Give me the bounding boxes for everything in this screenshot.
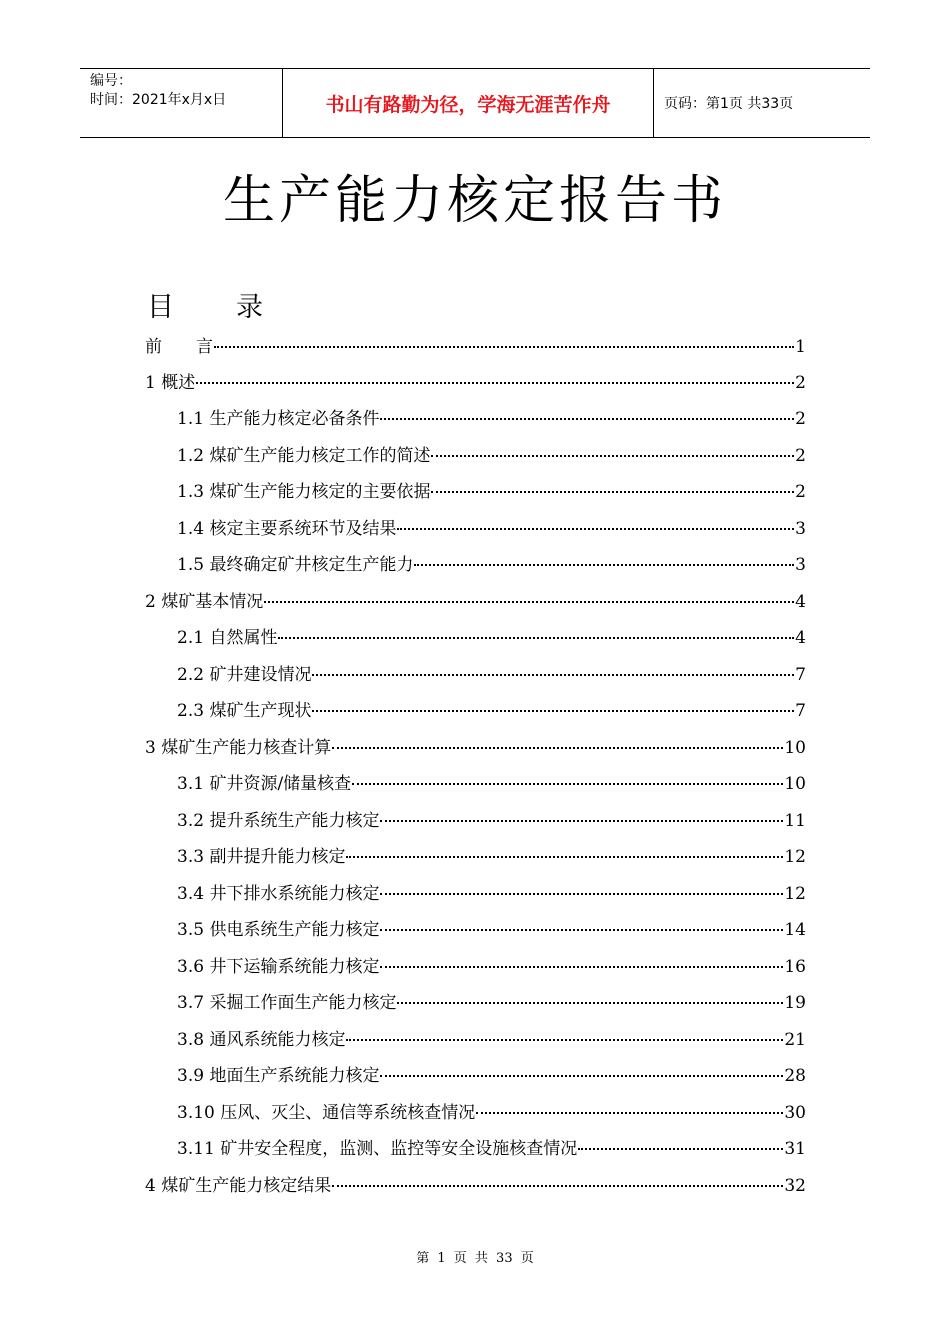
toc-entry-page: 4 (795, 628, 806, 648)
toc-leader-dots (346, 856, 783, 858)
toc-entry-3-5[interactable] (177, 915, 806, 945)
toc-entry-label: 1.4 核定主要系统环节及结果 (177, 519, 397, 539)
toc-entry-page: 12 (784, 884, 806, 904)
toc-leader-dots (380, 820, 783, 822)
toc-entry-label: 4 煤矿生产能力核定结果 (145, 1176, 332, 1196)
toc-leader-dots (196, 382, 794, 384)
toc-leader-dots (397, 1002, 783, 1004)
toc-entry-3-9[interactable] (177, 1061, 806, 1091)
toc-entry-label: 3.5 供电系统生产能力核定 (177, 920, 380, 940)
toc-entry-page: 2 (795, 482, 806, 502)
toc-leader-dots (264, 601, 794, 603)
toc-entry-2[interactable] (145, 587, 806, 617)
toc-entry-label: 前 言 (145, 337, 213, 357)
toc-leader-dots (380, 929, 783, 931)
toc-heading-right: 录 (236, 292, 263, 323)
toc-leader-dots (312, 710, 794, 712)
toc-entry-page: 30 (784, 1103, 806, 1123)
toc-entry-2-3[interactable] (177, 696, 806, 726)
toc-entry-label: 2.2 矿井建设情况 (177, 665, 312, 685)
toc-entry-3-1[interactable] (177, 769, 806, 799)
toc-entry-page: 1 (795, 337, 806, 357)
toc-leader-dots (476, 1112, 783, 1114)
toc-entry-3-11[interactable] (177, 1134, 806, 1164)
toc-entry-3-3[interactable] (177, 842, 806, 872)
toc-heading (147, 290, 263, 326)
toc-entry-page: 16 (784, 957, 806, 977)
toc-entry-page: 32 (784, 1176, 806, 1196)
toc-entry-page: 4 (795, 592, 806, 612)
header-motto: 书山有路勤为径，学海无涯苦作舟 (282, 69, 654, 137)
toc-entry-label: 3.6 井下运输系统能力核定 (177, 957, 380, 977)
toc-entry-label: 1.5 最终确定矿井核定生产能力 (177, 555, 414, 575)
toc-entry-page: 7 (795, 665, 806, 685)
header-meta (80, 69, 282, 137)
toc-entry-1[interactable] (145, 368, 806, 398)
toc-leader-dots (214, 346, 794, 348)
toc-entry-1-3[interactable] (177, 477, 806, 507)
toc-entry-label: 1 概述 (145, 373, 196, 393)
toc-entry-page: 21 (784, 1030, 806, 1050)
toc-entry-page: 10 (784, 738, 806, 758)
toc-leader-dots (578, 1148, 783, 1150)
page-footer: 第 1 页 共 33 页 (416, 1251, 534, 1266)
document-code-label: 编号： (90, 73, 132, 89)
toc-leader-dots (397, 528, 794, 530)
toc-leader-dots (431, 455, 794, 457)
toc-entry-label: 2.3 煤矿生产现状 (177, 701, 312, 721)
toc-entry-3-2[interactable] (177, 806, 806, 836)
toc-entry-page: 11 (784, 811, 806, 831)
toc-entry-2-2[interactable] (177, 660, 806, 690)
header-page-info: 页码：第1页 共33页 (664, 96, 794, 112)
toc-entry-label: 3.2 提升系统生产能力核定 (177, 811, 380, 831)
toc-entry-1-1[interactable] (177, 404, 806, 434)
toc-leader-dots (380, 418, 794, 420)
toc-entry-1-5[interactable] (177, 550, 806, 580)
toc-entry-4[interactable] (145, 1171, 806, 1201)
page-header (80, 68, 870, 138)
toc-entry-label: 3.8 通风系统能力核定 (177, 1030, 346, 1050)
toc-leader-dots (414, 564, 794, 566)
toc-entry-3-10[interactable] (177, 1098, 806, 1128)
toc-entry-label: 2.1 自然属性 (177, 628, 278, 648)
toc-entry-label: 2 煤矿基本情况 (145, 592, 264, 612)
toc-entry-label: 1.3 煤矿生产能力核定的主要依据 (177, 482, 431, 502)
toc-heading-left: 目 (147, 292, 174, 323)
toc-entry-label: 3.1 矿井资源/储量核查 (177, 774, 352, 794)
toc-leader-dots (352, 783, 783, 785)
toc-entry-page: 19 (784, 993, 806, 1013)
toc-entry-label: 3.10 压风、灭尘、通信等系统核查情况 (177, 1103, 476, 1123)
document-title: 生产能力核定报告书 (222, 171, 727, 231)
toc-entry-page: 2 (795, 373, 806, 393)
toc-entry-1-4[interactable] (177, 514, 806, 544)
toc-entry-page: 10 (784, 774, 806, 794)
toc-entry-3-4[interactable] (177, 879, 806, 909)
toc-entry-2-1[interactable] (177, 623, 806, 653)
toc-entry-label: 1.1 生产能力核定必备条件 (177, 409, 380, 429)
toc-entry-3-6[interactable] (177, 952, 806, 982)
toc-entry-page: 14 (784, 920, 806, 940)
toc-entry-preface[interactable] (145, 332, 806, 362)
toc-leader-dots (380, 893, 783, 895)
toc-entry-page: 2 (795, 409, 806, 429)
toc-entry-label: 3.4 井下排水系统能力核定 (177, 884, 380, 904)
toc-leader-dots (380, 1075, 783, 1077)
document-time-label: 时间：2021年x月x日 (90, 92, 227, 108)
toc-entry-label: 3.9 地面生产系统能力核定 (177, 1066, 380, 1086)
toc-entry-page: 3 (795, 555, 806, 575)
toc-entry-3-8[interactable] (177, 1025, 806, 1055)
toc-entry-page: 31 (784, 1139, 806, 1159)
toc-leader-dots (312, 674, 794, 676)
toc-entry-3[interactable] (145, 733, 806, 763)
toc-entry-label: 3.3 副井提升能力核定 (177, 847, 346, 867)
toc-entry-page: 12 (784, 847, 806, 867)
toc-entry-page: 7 (795, 701, 806, 721)
toc-entry-label: 3.7 采掘工作面生产能力核定 (177, 993, 397, 1013)
toc-leader-dots (332, 747, 783, 749)
toc-entry-page: 2 (795, 446, 806, 466)
toc-leader-dots (332, 1185, 783, 1187)
toc-entry-3-7[interactable] (177, 988, 806, 1018)
toc-entry-label: 1.2 煤矿生产能力核定工作的简述 (177, 446, 431, 466)
toc-leader-dots (431, 491, 794, 493)
toc-entry-page: 28 (784, 1066, 806, 1086)
toc-entry-page: 3 (795, 519, 806, 539)
toc-entry-label: 3 煤矿生产能力核查计算 (145, 738, 332, 758)
toc-entry-label: 3.11 矿井安全程度，监测、监控等安全设施核查情况 (177, 1139, 578, 1159)
toc-leader-dots (278, 637, 794, 639)
toc-leader-dots (346, 1039, 783, 1041)
toc-entry-1-2[interactable] (177, 441, 806, 471)
toc-leader-dots (380, 966, 783, 968)
